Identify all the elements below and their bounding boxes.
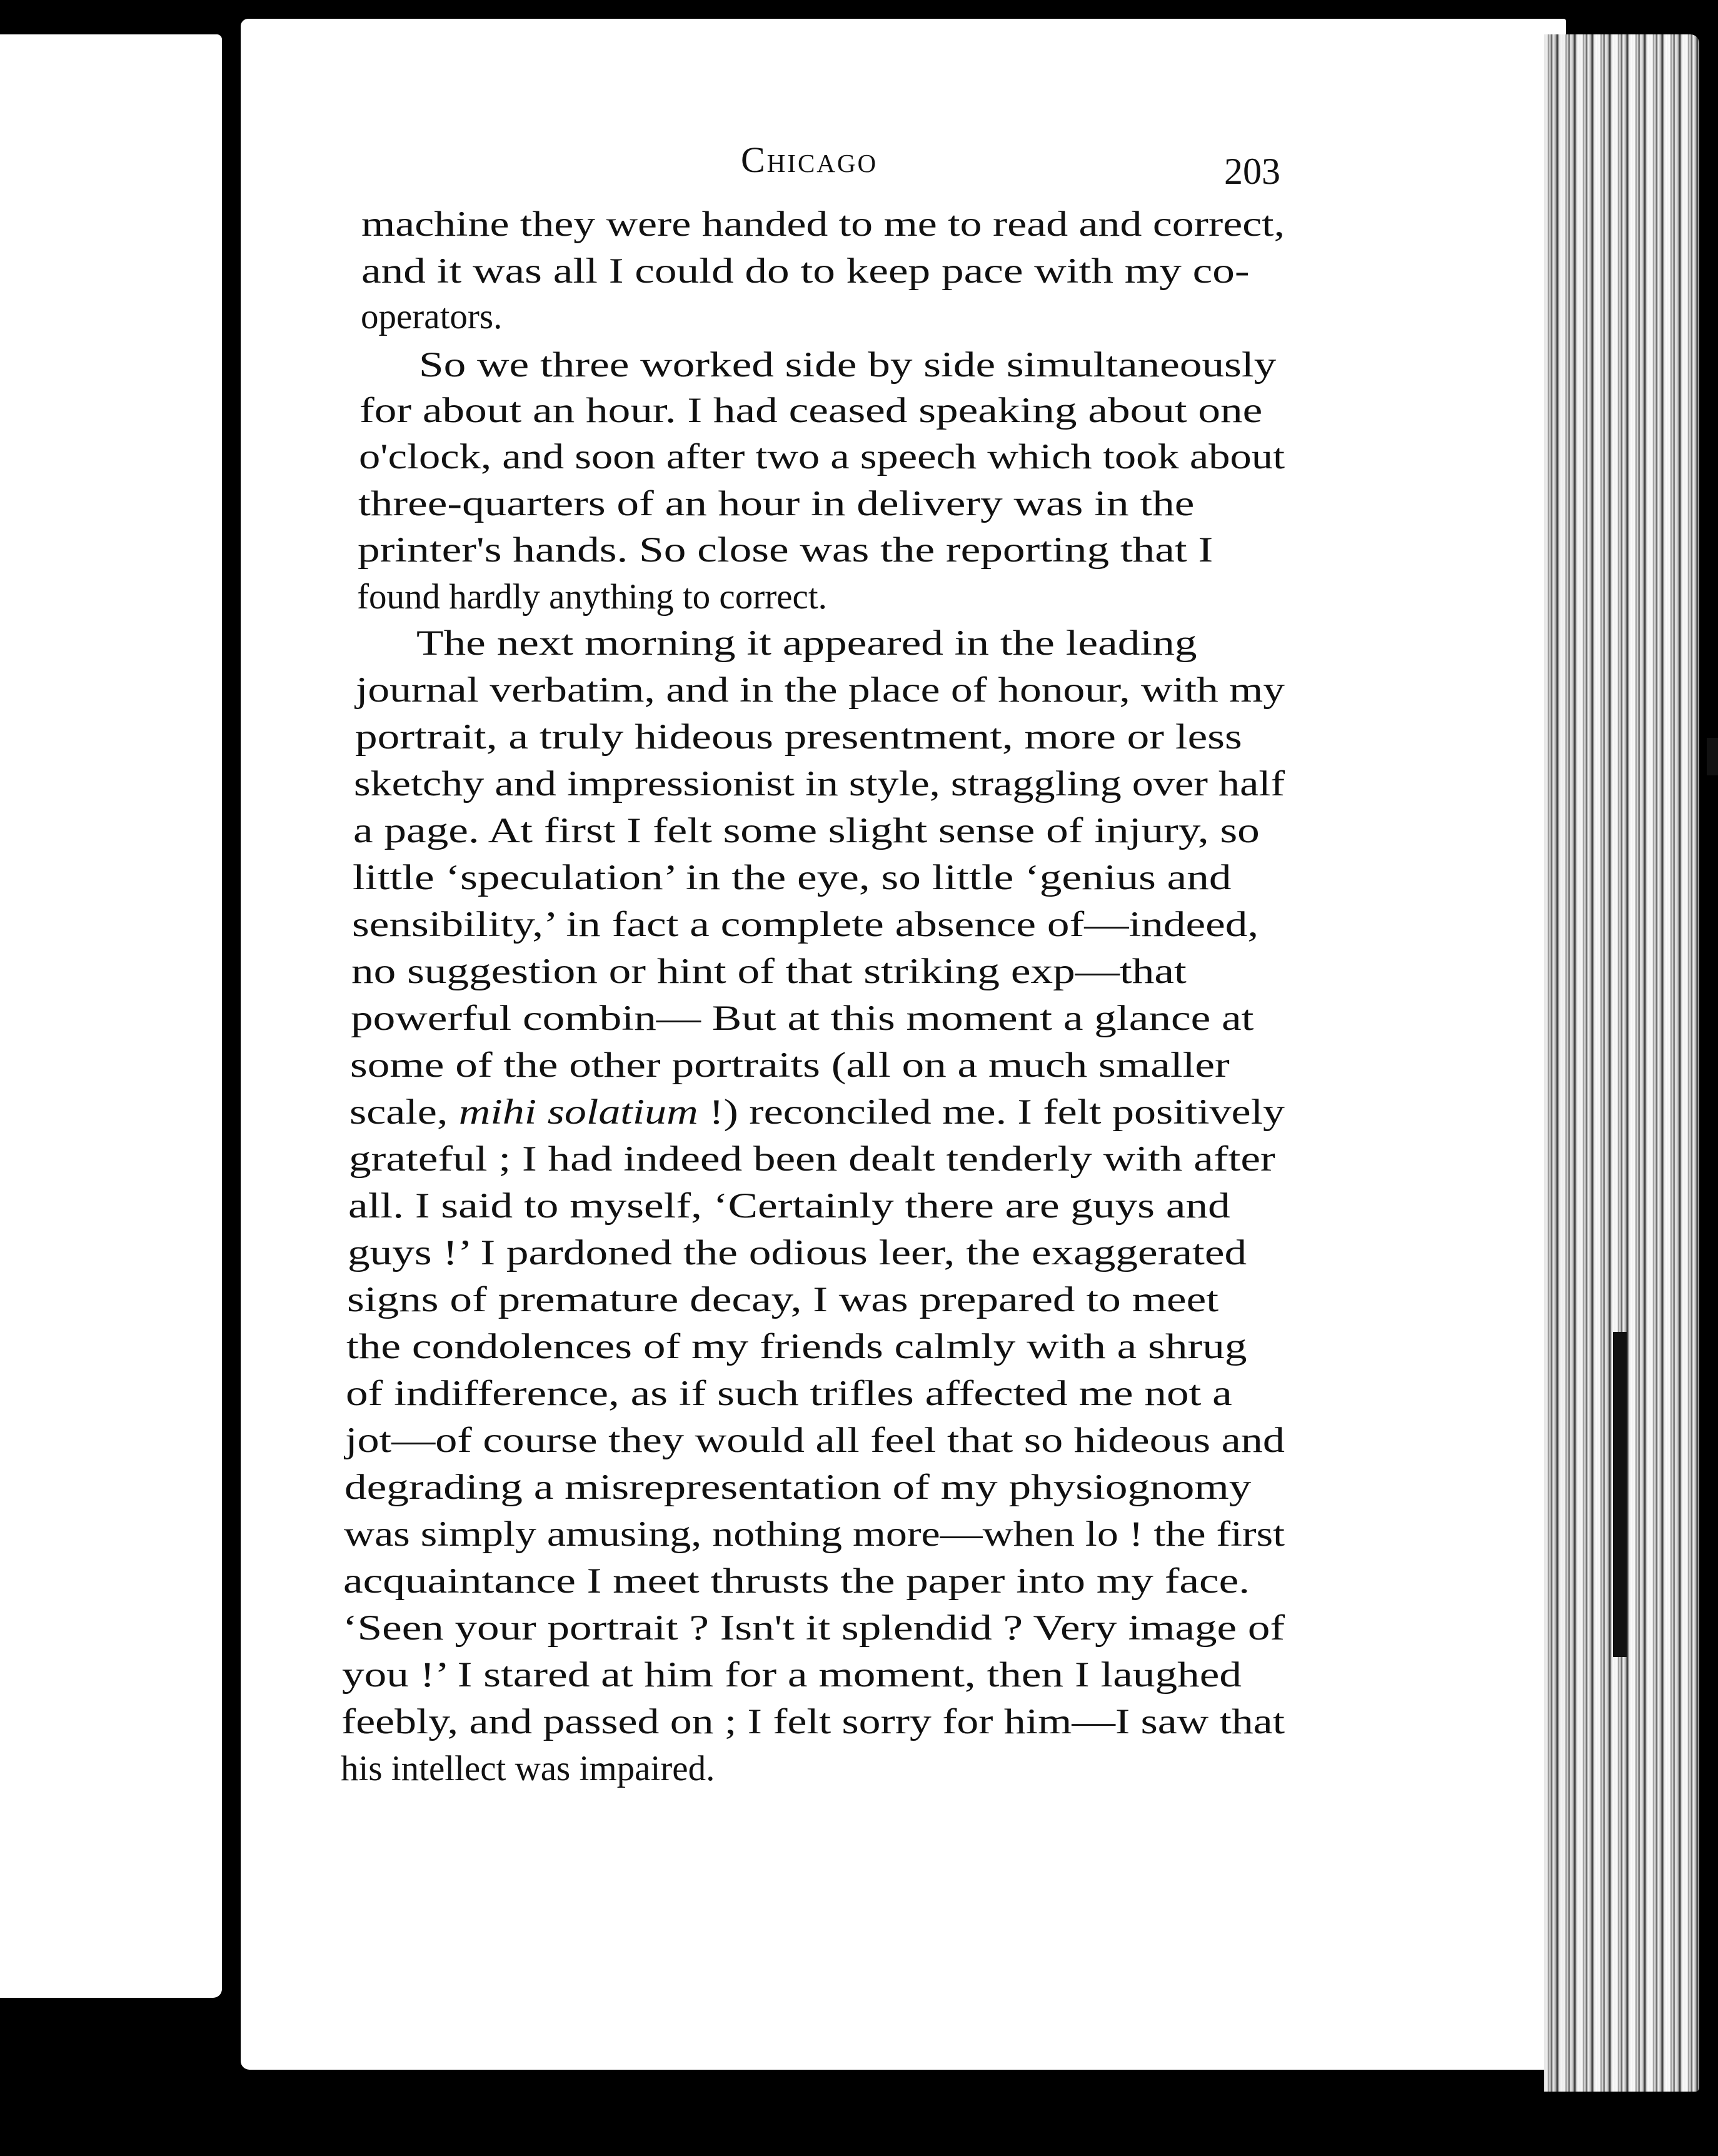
text-line: no suggestion or hint of that striking exp—that (351, 952, 1187, 991)
text-line-end: !) reconciled me. I felt positively (698, 1092, 1285, 1132)
text-line: powerful combin— But at this moment a glance at (351, 999, 1254, 1038)
fore-edge-mark (1707, 738, 1718, 775)
text-line: machine they were handed to me to read and correct, (361, 204, 1285, 244)
text-line (349, 1094, 1285, 1130)
text-line: signs of premature decay, I was prepared to meet (347, 1280, 1219, 1319)
text-line: three-quarters of an hour in delivery was in the (358, 484, 1195, 523)
text-line: jot—of course they would all feel that so hideous and (345, 1421, 1285, 1460)
text-line: the condolences of my friends calmly with a shrug (346, 1327, 1247, 1366)
facing-left-page (0, 34, 222, 1998)
text-line: The next morning it appeared in the leading (416, 623, 1197, 663)
text-line: ‘Seen your portrait ? Isn't it splendid ? Very image of (343, 1608, 1285, 1648)
text-line: a page. At first I felt some slight sense of injury, so (353, 811, 1260, 850)
text-line: portrait, a truly hideous presentment, more or less (355, 717, 1242, 757)
text-line: acquaintance I meet thrusts the paper into my face. (343, 1561, 1250, 1601)
text-line: grateful ; I had indeed been dealt tenderly with after (349, 1139, 1275, 1179)
text-line: his intellect was impaired. (341, 1749, 715, 1788)
fore-edge-shadow (1544, 34, 1588, 2092)
text-line: So we three worked side by side simultaneously (419, 345, 1277, 385)
page-number: 203 (1224, 151, 1280, 192)
text-line: was simply amusing, nothing more—when lo ! the first (344, 1514, 1285, 1554)
text-line: some of the other portraits (all on a much smaller (350, 1045, 1230, 1085)
text-line: you !’ I stared at him for a moment, then I laughed (342, 1655, 1242, 1695)
text-line: guys !’ I pardoned the odious leer, the exaggerated (348, 1233, 1247, 1272)
text-line-start: scale, (349, 1092, 459, 1132)
text-line: sketchy and impressionist in style, straggling over half (354, 764, 1285, 803)
text-line: journal verbatim, and in the place of honour, with my (356, 670, 1285, 710)
text-line: sensibility,’ in fact a complete absence of—indeed, (352, 905, 1259, 944)
text-line: operators. (361, 297, 503, 336)
running-head: Chicago (741, 139, 878, 180)
text-line: o'clock, and soon after two a speech which took about (359, 437, 1285, 476)
text-line: and it was all I could do to keep pace with my co- (361, 251, 1250, 291)
text-line: printer's hands. So close was the reporting that I (358, 530, 1213, 570)
text-line: degrading a misrepresentation of my physiognomy (344, 1468, 1252, 1507)
text-line: all. I said to myself, ‘Certainly there are guys and (348, 1186, 1230, 1226)
text-line: little ‘speculation’ in the eye, so little ‘genius and (353, 858, 1232, 897)
text-line: found hardly anything to correct. (357, 577, 827, 617)
latin-phrase: mihi solatium (458, 1092, 698, 1132)
text-line: of indifference, as if such trifles affected me not a (346, 1374, 1232, 1413)
text-line: for about an hour. I had ceased speaking about one (359, 391, 1263, 430)
fore-edge-mark (1613, 1332, 1627, 1657)
text-line: feebly, and passed on ; I felt sorry for him—I saw that (341, 1702, 1285, 1741)
